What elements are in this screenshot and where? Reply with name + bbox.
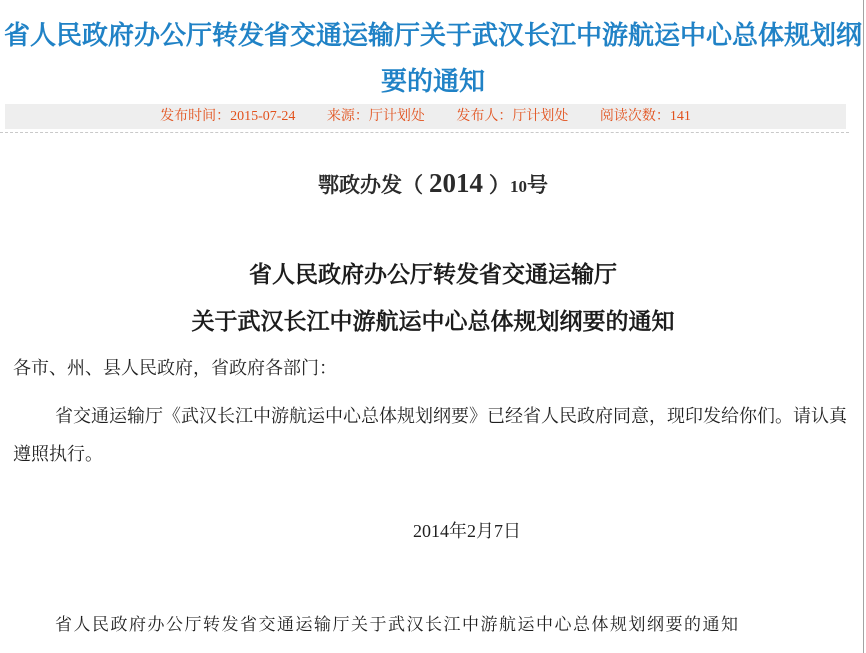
meta-publish-time-label: 发布时间： — [160, 109, 231, 124]
meta-publish-time-value: 2015-07-24 — [230, 109, 296, 124]
document-date: 2014年2月7日 — [413, 521, 521, 541]
attachment-link[interactable]: 省人民政府办公厅转发省交通运输厅关于武汉长江中游航运中心总体规划纲要的通知 — [55, 615, 740, 634]
document-title-line2: 关于武汉长江中游航运中心总体规划纲要的通知 — [191, 309, 675, 334]
document-title — [0, 251, 866, 345]
meta-source-label: 来源： — [326, 109, 369, 124]
meta-publish-time — [160, 104, 295, 129]
doc-number-year: 2014 — [429, 168, 483, 198]
meta-source-value: 厅计划处 — [368, 109, 425, 124]
doc-number-prefix: 鄂政办发（ — [318, 173, 423, 197]
meta-read-count-label: 阅读次数： — [599, 109, 670, 124]
meta-publisher-label: 发布人： — [456, 109, 513, 124]
meta-publisher-value: 厅计划处 — [512, 109, 569, 124]
dotted-divider — [0, 132, 849, 133]
doc-number-value: 10 — [510, 177, 527, 196]
page-right-border — [863, 0, 864, 653]
meta-source — [327, 104, 425, 129]
document-title-line1: 省人民政府办公厅转发省交通运输厅 — [249, 262, 617, 287]
meta-publisher — [456, 104, 568, 129]
doc-number-suffix: 号 — [527, 173, 548, 197]
doc-number — [0, 169, 866, 201]
meta-read-count-value: 141 — [669, 109, 691, 124]
doc-number-close-paren: ） — [489, 173, 510, 197]
page-title-line1: 省人民政府办公厅转发省交通运输厅关于武汉长江中游航运中心总体规划纲 — [3, 20, 862, 50]
body-paragraph: 省交通运输厅《武汉长江中游航运中心总体规划纲要》已经省人民政府同意，现印发给你们。请认真遵照执行。 — [13, 406, 847, 464]
page-title — [0, 0, 866, 104]
page-title-line2: 要的通知 — [380, 66, 485, 96]
salutation: 各市、州、县人民政府，省政府各部门： — [13, 358, 337, 378]
meta-read-count — [600, 104, 691, 129]
meta-bar — [5, 104, 846, 129]
